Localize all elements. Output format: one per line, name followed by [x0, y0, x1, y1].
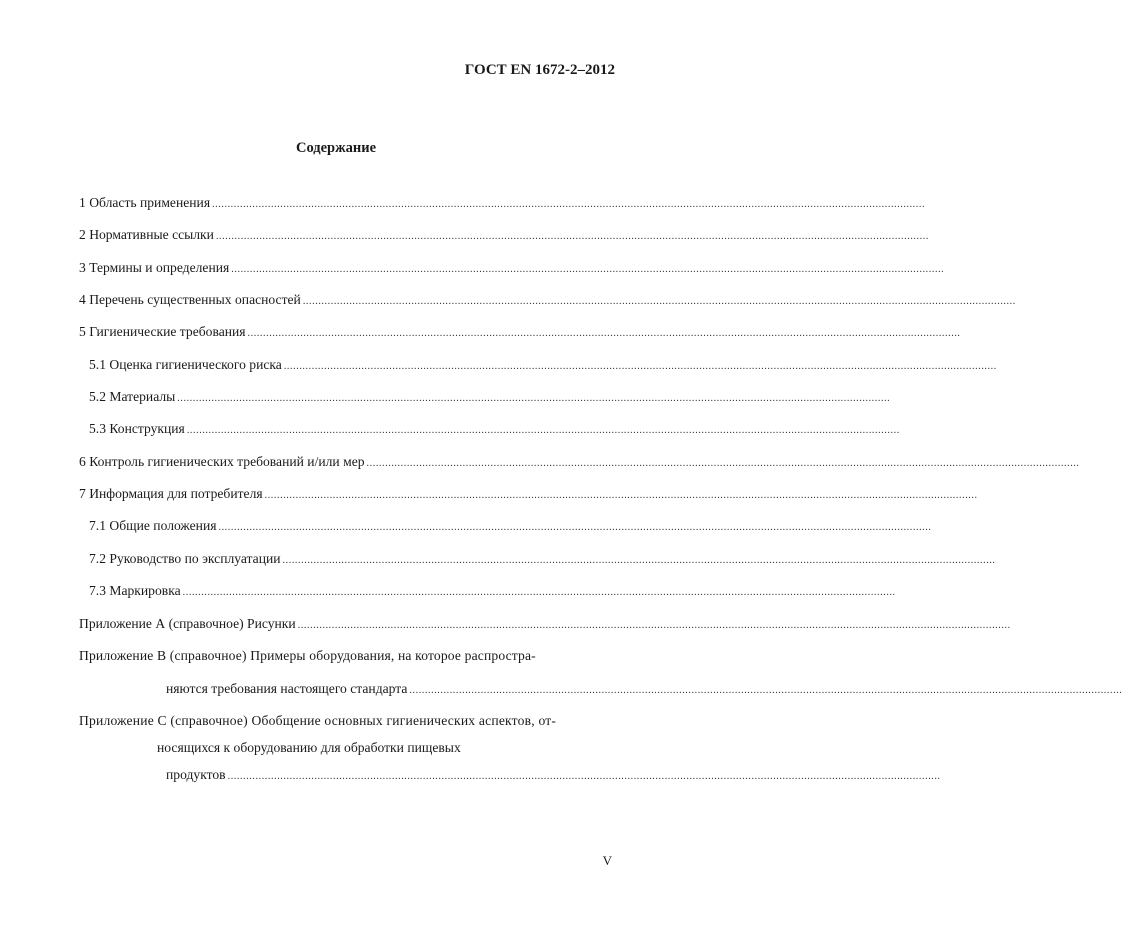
leader-dots: ......................................................................................................................................................................................................................................: [264, 490, 978, 501]
toc-entry-label: 7.2 Руководство по эксплуатации: [89, 551, 281, 566]
toc-entry-annex-b-line1: Приложение В (справочное) Примеры оборудования, на которое распростра-: [79, 648, 536, 663]
toc-entry-7-3: [89, 583, 896, 601]
toc-entry-label: 7.3 Маркировка: [89, 583, 181, 598]
leader-dots: ......................................................................................................................................................................................................................................: [247, 328, 961, 339]
toc-entry-label: 6 Контроль гигиенических требований и/или мер: [79, 454, 365, 469]
toc-entry-label: 7 Информация для потребителя: [79, 486, 263, 501]
toc-entry-7: [79, 486, 978, 504]
toc-entry-1: [79, 195, 926, 213]
document-code: ГОСТ EN 1672-2–2012: [464, 62, 615, 78]
toc-entry-label: Приложение А (справочное) Рисунки: [79, 616, 296, 631]
toc-entry-annex-c-line1: Приложение С (справочное) Обобщение основных гигиенических аспектов, от-: [79, 713, 557, 728]
toc-entry-label: 5.1 Оценка гигиенического риска: [89, 357, 282, 372]
leader-dots: ......................................................................................................................................................................................................................................: [366, 458, 1080, 469]
leader-dots: ......................................................................................................................................................................................................................................: [302, 296, 1016, 307]
toc-entry-5: [79, 324, 961, 342]
leader-dots: ......................................................................................................................................................................................................................................: [177, 393, 891, 404]
leader-dots: ......................................................................................................................................................................................................................................: [186, 425, 900, 436]
toc-entry-7-2: [89, 551, 996, 569]
toc-entry-label: 7.1 Общие положения: [89, 518, 217, 533]
leader-dots: ......................................................................................................................................................................................................................................: [283, 361, 997, 372]
toc-entry-3: [79, 260, 945, 278]
page-title: Содержание: [295, 140, 377, 156]
leader-dots: ......................................................................................................................................................................................................................................: [227, 771, 941, 782]
leader-dots: ......................................................................................................................................................................................................................................: [409, 685, 1122, 696]
toc-entry-6: [79, 454, 1080, 472]
toc-entry-label: 5 Гигиенические требования: [79, 324, 246, 339]
toc-entry-5-3: [89, 421, 900, 439]
toc-entry-annex-a: [79, 616, 1011, 634]
leader-dots: ......................................................................................................................................................................................................................................: [215, 231, 929, 242]
leader-dots: ......................................................................................................................................................................................................................................: [182, 587, 896, 598]
toc-entry-label: продуктов: [166, 767, 226, 782]
toc-entry-7-1: [89, 518, 932, 536]
toc-entry-label: 4 Перечень существенных опасностей: [79, 292, 301, 307]
toc-entry-5-2: [89, 389, 891, 407]
toc-entry-label: 3 Термины и определения: [79, 260, 230, 275]
toc-entry-2: [79, 227, 929, 245]
leader-dots: ......................................................................................................................................................................................................................................: [218, 522, 932, 533]
toc-entry-4: [79, 292, 1016, 310]
toc-entry-label: 1 Область применения: [79, 195, 211, 210]
toc-entry-label: 2 Нормативные ссылки: [79, 227, 214, 242]
leader-dots: ......................................................................................................................................................................................................................................: [282, 555, 996, 566]
leader-dots: ......................................................................................................................................................................................................................................: [231, 264, 945, 275]
toc-entry-annex-c: [166, 767, 941, 785]
toc-entry-annex-c-line2: носящихся к оборудованию для обработки пищевых: [157, 740, 461, 755]
toc-entry-5-1: [89, 357, 997, 375]
leader-dots: ......................................................................................................................................................................................................................................: [212, 199, 926, 210]
toc-entry-label: няются требования настоящего стандарта: [166, 681, 408, 696]
toc-entry-label: 5.2 Материалы: [89, 389, 176, 404]
toc-entry-annex-b: [166, 681, 1122, 699]
page-number: V: [602, 853, 612, 868]
leader-dots: ......................................................................................................................................................................................................................................: [297, 620, 1011, 631]
toc-entry-label: 5.3 Конструкция: [89, 421, 185, 436]
